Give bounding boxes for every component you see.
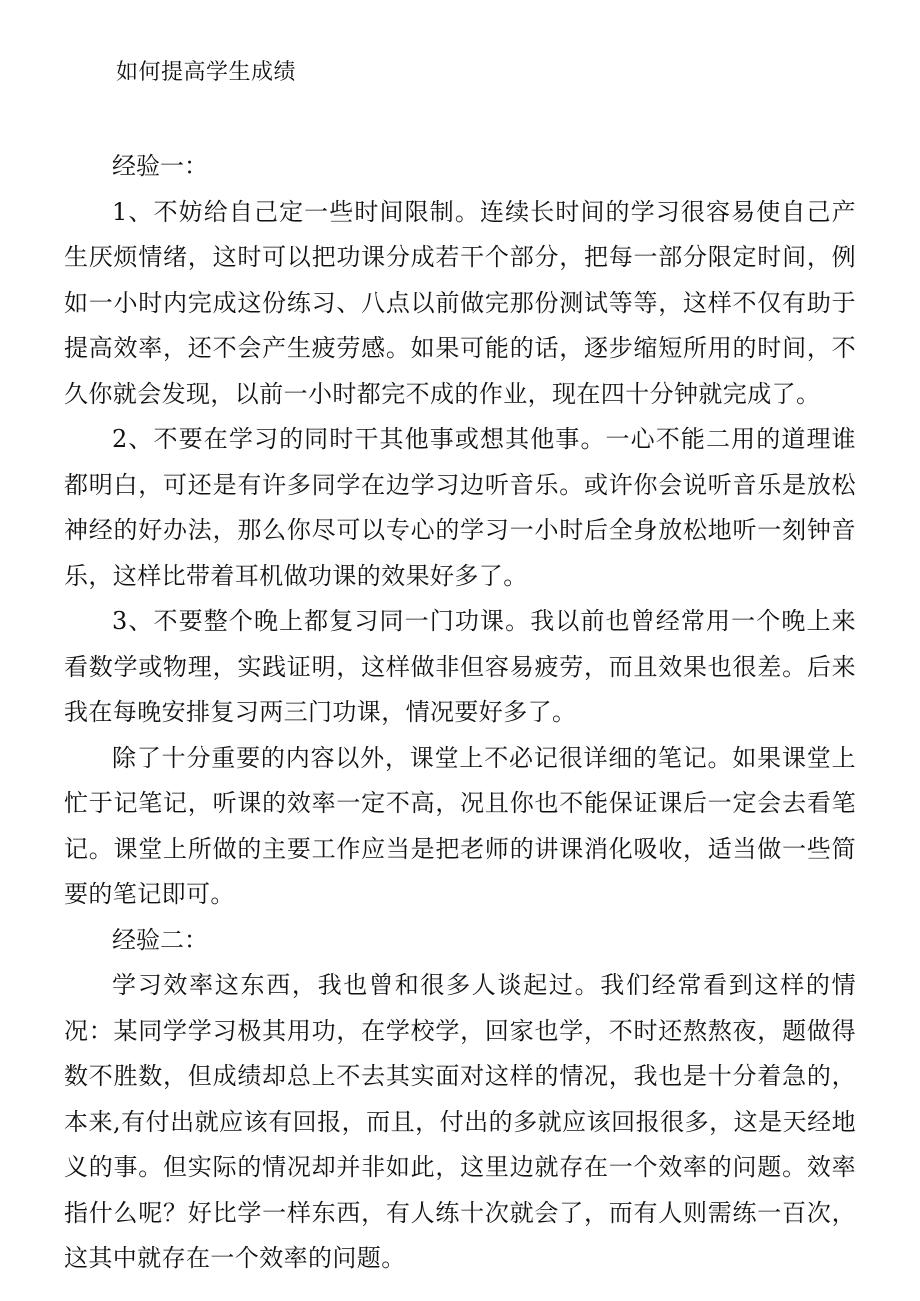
- document-title: 如何提高学生成绩: [116, 60, 297, 85]
- section-heading-1: 经验一：: [112, 152, 208, 180]
- paragraph-notes: 除了十分重要的内容以外，课堂上不必记很详细的笔记。如果课堂上忙于记笔记，听课的效率一定不高，况且你也不能保证课后一定会去看笔记。课堂上所做的主要工作应当是把老师的讲课消化吸收，适当做一些简要的笔记即可。: [64, 743, 856, 908]
- section-heading-2: 经验二：: [112, 925, 208, 954]
- paragraph-tip-2: 2、不要在学习的同时干其他事或想其他事。一心不能二用的道理谁都明白，可还是有许多同学在边学习边听音乐。或许你会说听音乐是放松神经的好办法，那么你尽可以专心的学习一小时后全身放松地听一刻钟音乐，这样比带着耳机做功课的效果好多了。: [64, 425, 856, 590]
- paragraph-tip-1: 1、不妨给自己定一些时间限制。连续长时间的学习很容易使自己产生厌烦情绪，这时可以把功课分成若干个部分，把每一部分限定时间，例如一小时内完成这份练习、八点以前做完那份测试等等，这样不仅有助于提高效率，还不会产生疲劳感。如果可能的话，逐步缩短所用的时间，不久你就会发现，以前一小时都完不成的作业，现在四十分钟就完成了。: [64, 197, 856, 408]
- document-body: [64, 144, 856, 1282]
- paragraph-tip-3: 3、不要整个晚上都复习同一门功课。我以前也曾经常用一个晚上来看数学或物理，实践证明，这样做非但容易疲劳，而且效果也很差。后来我在每晚安排复习两三门功课，情况要好多了。: [64, 607, 856, 726]
- paragraph-efficiency: 学习效率这东西，我也曾和很多人谈起过。我们经常看到这样的情况：某同学学习极其用功，在学校学，回家也学，不时还熬熬夜，题做得数不胜数，但成绩却总上不去其实面对这样的情况，我也是十分着急的，本来,有付出就应该有回报，而且，付出的多就应该回报很多，这是天经地义的事。但实际的情况却并非如此，这里边就存在一个效率的问题。效率指什么呢？好比学一样东西，有人练十次就会了，而有人则需练一百次，这其中就存在一个效率的问题。: [64, 971, 856, 1272]
